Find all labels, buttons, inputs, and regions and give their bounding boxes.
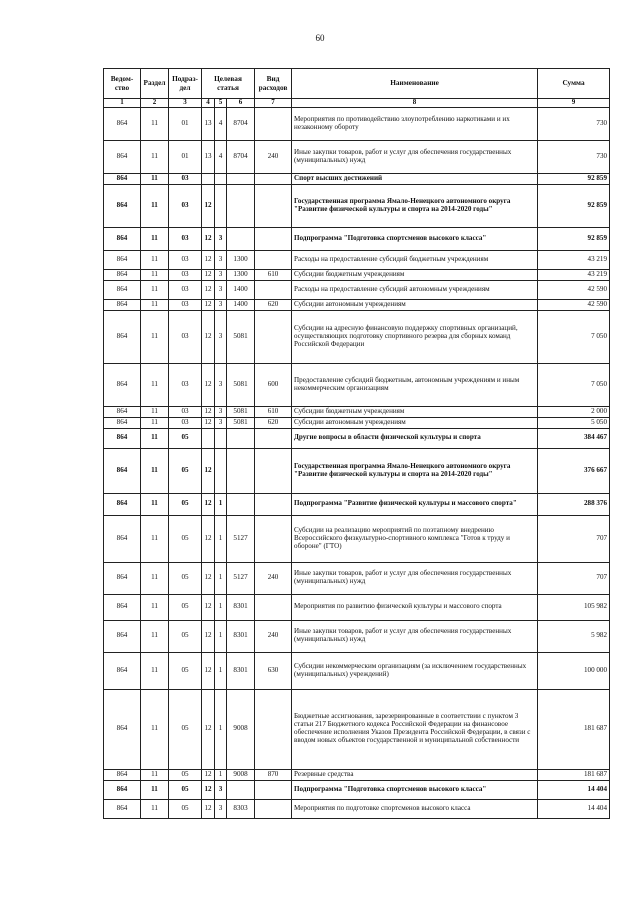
table-row [104,310,610,363]
cell-name: Спорт высших достижений [292,174,538,185]
column-number: 8 [292,99,538,108]
table-row [104,769,610,780]
table-row [104,448,610,493]
table-row [104,299,610,310]
cell-subsection: 05 [169,515,202,562]
cell-expense-type [255,689,292,769]
cell-sum: 105 982 [538,594,610,620]
cell-sum: 7 050 [538,363,610,406]
cell-subprogram: 4 [215,108,227,141]
budget-table [103,68,610,819]
cell-article: 1300 [227,250,255,269]
cell-department: 864 [104,141,141,174]
cell-subprogram [215,428,227,448]
cell-expense-type [255,184,292,227]
header-subsection: Подраз-дел [169,69,202,99]
cell-name: Мероприятия по развитию физической культуры и массового спорта [292,594,538,620]
cell-sum: 384 467 [538,428,610,448]
header-section: Раздел [141,69,169,99]
cell-article: 5081 [227,406,255,417]
cell-subsection: 05 [169,428,202,448]
cell-article: 9008 [227,689,255,769]
cell-name: Другие вопросы в области физической культуры и спорта [292,428,538,448]
cell-article: 1300 [227,269,255,280]
cell-subprogram: 3 [215,299,227,310]
cell-expense-type: 870 [255,769,292,780]
cell-department: 864 [104,769,141,780]
cell-name: Субсидии на реализацию мероприятий по поэтапному внедрению Всероссийского физкультурно-спортивного комплекса "Готов к труду и обороне" (ГТО) [292,515,538,562]
cell-expense-type: 610 [255,406,292,417]
cell-name: Субсидии автономным учреждениям [292,417,538,428]
cell-section: 11 [141,562,169,594]
cell-name: Подпрограмма "Развитие физической культуры и массового спорта" [292,493,538,515]
cell-article [227,184,255,227]
cell-subsection: 05 [169,689,202,769]
cell-name: Мероприятия по противодействию злоупотреблению наркотиками и их незаконному обороту [292,108,538,141]
cell-expense-type: 620 [255,299,292,310]
cell-section: 11 [141,448,169,493]
cell-sum: 5 050 [538,417,610,428]
cell-program: 12 [202,250,215,269]
cell-subprogram: 1 [215,493,227,515]
cell-expense-type: 630 [255,652,292,689]
cell-sum: 376 667 [538,448,610,493]
cell-section: 11 [141,515,169,562]
header-sum: Сумма [538,69,610,99]
cell-program: 12 [202,780,215,799]
cell-section: 11 [141,620,169,652]
cell-name: Государственная программа Ямало-Ненецкого автономного округа "Развитие физической культуры и спорта на 2014-2020 годы" [292,184,538,227]
table-row [104,417,610,428]
cell-subsection: 05 [169,769,202,780]
cell-section: 11 [141,174,169,185]
cell-subprogram: 3 [215,406,227,417]
cell-subprogram: 1 [215,620,227,652]
column-number: 7 [255,99,292,108]
cell-department: 864 [104,108,141,141]
cell-subprogram: 1 [215,515,227,562]
cell-expense-type: 240 [255,562,292,594]
column-number: 3 [169,99,202,108]
cell-section: 11 [141,108,169,141]
cell-subprogram: 4 [215,141,227,174]
cell-department: 864 [104,184,141,227]
cell-section: 11 [141,184,169,227]
cell-department: 864 [104,406,141,417]
cell-subsection: 03 [169,269,202,280]
cell-department: 864 [104,689,141,769]
cell-expense-type [255,227,292,250]
cell-department: 864 [104,227,141,250]
cell-name: Бюджетные ассигнования, зарезервированные в соответствии с пунктом 3 статьи 217 Бюджетного кодекса Российской Федерации на финансовое обеспечение исполнения Указов Президента Российской Федерации, в связи с вводом новых объектов государственной и муниципальной собственности [292,689,538,769]
cell-article: 5081 [227,310,255,363]
cell-department: 864 [104,652,141,689]
cell-expense-type [255,174,292,185]
cell-subprogram: 1 [215,652,227,689]
table-row [104,493,610,515]
table-row [104,108,610,141]
header-department: Ведом-ство [104,69,141,99]
header-name: Наименование [292,69,538,99]
cell-subsection: 05 [169,493,202,515]
cell-subsection: 03 [169,363,202,406]
cell-section: 11 [141,493,169,515]
cell-program: 12 [202,310,215,363]
cell-program: 12 [202,652,215,689]
table-row [104,250,610,269]
cell-department: 864 [104,594,141,620]
cell-article: 9008 [227,769,255,780]
cell-program: 13 [202,108,215,141]
cell-subsection: 05 [169,594,202,620]
cell-sum: 14 404 [538,780,610,799]
cell-program: 12 [202,269,215,280]
table-row [104,141,610,174]
table-row [104,269,610,280]
cell-subprogram: 3 [215,780,227,799]
cell-expense-type: 600 [255,363,292,406]
cell-section: 11 [141,299,169,310]
cell-section: 11 [141,594,169,620]
cell-program: 12 [202,594,215,620]
cell-sum: 100 000 [538,652,610,689]
cell-sum: 7 050 [538,310,610,363]
cell-program: 13 [202,141,215,174]
cell-article: 8301 [227,594,255,620]
header-expense-type: Вид расходов [255,69,292,99]
cell-section: 11 [141,769,169,780]
cell-subprogram [215,174,227,185]
cell-subprogram: 3 [215,310,227,363]
cell-article [227,227,255,250]
cell-sum: 707 [538,515,610,562]
cell-section: 11 [141,227,169,250]
table-body [104,108,610,819]
cell-section: 11 [141,406,169,417]
cell-name: Субсидии некоммерческим организациям (за исключением государственных (муниципальных) учреждений) [292,652,538,689]
cell-name: Подпрограмма "Подготовка спортсменов высокого класса" [292,227,538,250]
table-row [104,594,610,620]
cell-sum: 42 590 [538,280,610,299]
cell-program: 12 [202,406,215,417]
cell-sum: 5 982 [538,620,610,652]
cell-article: 1400 [227,299,255,310]
cell-article: 8303 [227,799,255,818]
cell-department: 864 [104,363,141,406]
cell-article [227,493,255,515]
cell-expense-type [255,428,292,448]
cell-department: 864 [104,250,141,269]
cell-name: Расходы на предоставление субсидий бюджетным учреждениям [292,250,538,269]
cell-subsection: 05 [169,652,202,689]
cell-sum: 2 000 [538,406,610,417]
cell-subprogram: 3 [215,799,227,818]
cell-sum: 43 219 [538,250,610,269]
cell-expense-type [255,108,292,141]
cell-subprogram: 3 [215,269,227,280]
cell-name: Субсидии бюджетным учреждениям [292,269,538,280]
cell-article: 8301 [227,620,255,652]
cell-subsection: 05 [169,799,202,818]
cell-article: 1400 [227,280,255,299]
cell-section: 11 [141,269,169,280]
column-number: 4 [202,99,215,108]
cell-department: 864 [104,428,141,448]
cell-expense-type: 240 [255,620,292,652]
cell-section: 11 [141,417,169,428]
cell-program: 12 [202,299,215,310]
cell-name: Резервные средства [292,769,538,780]
cell-department: 864 [104,562,141,594]
cell-subsection: 03 [169,299,202,310]
cell-department: 864 [104,310,141,363]
cell-subprogram: 3 [215,417,227,428]
cell-name: Субсидии автономным учреждениям [292,299,538,310]
cell-article: 8301 [227,652,255,689]
cell-department: 864 [104,780,141,799]
cell-department: 864 [104,620,141,652]
table-row [104,620,610,652]
cell-sum: 181 687 [538,689,610,769]
header-target-article: Целевая статья [202,69,255,99]
cell-sum: 14 404 [538,799,610,818]
cell-sum: 730 [538,108,610,141]
cell-subsection: 03 [169,417,202,428]
cell-subprogram: 3 [215,363,227,406]
page-number: 60 [315,33,325,43]
cell-sum: 707 [538,562,610,594]
cell-department: 864 [104,493,141,515]
table-row [104,363,610,406]
column-number: 1 [104,99,141,108]
cell-section: 11 [141,689,169,769]
cell-expense-type: 620 [255,417,292,428]
cell-subprogram: 1 [215,689,227,769]
cell-name: Иные закупки товаров, работ и услуг для обеспечения государственных (муниципальных) нужд [292,141,538,174]
cell-subprogram: 1 [215,562,227,594]
cell-department: 864 [104,417,141,428]
cell-program: 12 [202,769,215,780]
cell-subprogram: 1 [215,594,227,620]
cell-article: 5127 [227,515,255,562]
cell-sum: 92 859 [538,184,610,227]
table-row [104,780,610,799]
cell-sum: 288 376 [538,493,610,515]
cell-sum: 42 590 [538,299,610,310]
cell-subsection: 03 [169,184,202,227]
cell-section: 11 [141,310,169,363]
cell-expense-type: 240 [255,141,292,174]
cell-article [227,174,255,185]
cell-program [202,174,215,185]
cell-name: Предоставление субсидий бюджетным, автономным учреждениям и иным некоммерческим организациям [292,363,538,406]
cell-subsection: 03 [169,310,202,363]
header-row [104,69,610,99]
table-row [104,428,610,448]
cell-subprogram [215,448,227,493]
cell-article: 5081 [227,417,255,428]
cell-expense-type [255,780,292,799]
cell-section: 11 [141,141,169,174]
table-row [104,799,610,818]
cell-department: 864 [104,280,141,299]
cell-section: 11 [141,780,169,799]
cell-sum: 92 859 [538,227,610,250]
cell-subsection: 03 [169,280,202,299]
cell-department: 864 [104,799,141,818]
cell-section: 11 [141,250,169,269]
cell-name: Субсидии на адресную финансовую поддержку спортивных организаций, осуществляющих подготовку спортивного резерва для сборных команд Российской Федерации [292,310,538,363]
cell-subprogram: 3 [215,250,227,269]
cell-article [227,428,255,448]
cell-subsection: 05 [169,562,202,594]
table-row [104,280,610,299]
cell-section: 11 [141,280,169,299]
column-number: 5 [215,99,227,108]
cell-subsection: 03 [169,250,202,269]
cell-name: Государственная программа Ямало-Ненецкого автономного округа "Развитие физической культуры и спорта на 2014-2020 годы" [292,448,538,493]
cell-subsection: 05 [169,448,202,493]
table-row [104,184,610,227]
cell-section: 11 [141,799,169,818]
cell-program [202,428,215,448]
cell-program: 12 [202,417,215,428]
cell-subprogram: 1 [215,769,227,780]
cell-program: 12 [202,184,215,227]
table-row [104,406,610,417]
cell-name: Мероприятия по подготовке спортсменов высокого класса [292,799,538,818]
column-number: 9 [538,99,610,108]
cell-subsection: 03 [169,174,202,185]
cell-subsection: 03 [169,227,202,250]
cell-expense-type [255,799,292,818]
table-row [104,174,610,185]
cell-program: 12 [202,227,215,250]
cell-expense-type [255,310,292,363]
cell-subprogram [215,184,227,227]
cell-department: 864 [104,174,141,185]
cell-article: 5127 [227,562,255,594]
cell-subsection: 01 [169,141,202,174]
cell-name: Подпрограмма "Подготовка спортсменов высокого класса" [292,780,538,799]
cell-department: 864 [104,299,141,310]
column-number: 6 [227,99,255,108]
cell-expense-type [255,493,292,515]
cell-name: Расходы на предоставление субсидий автономным учреждениям [292,280,538,299]
column-number-row [104,99,610,108]
table-row [104,515,610,562]
cell-sum: 181 687 [538,769,610,780]
cell-expense-type [255,280,292,299]
cell-department: 864 [104,515,141,562]
cell-section: 11 [141,363,169,406]
cell-section: 11 [141,428,169,448]
cell-sum: 730 [538,141,610,174]
cell-program: 12 [202,515,215,562]
table-row [104,689,610,769]
cell-program: 12 [202,689,215,769]
cell-subsection: 05 [169,620,202,652]
cell-program: 12 [202,363,215,406]
cell-expense-type: 610 [255,269,292,280]
cell-sum: 92 859 [538,174,610,185]
cell-expense-type [255,250,292,269]
table-row [104,652,610,689]
cell-article: 5081 [227,363,255,406]
cell-article [227,448,255,493]
cell-name: Иные закупки товаров, работ и услуг для обеспечения государственных (муниципальных) нужд [292,620,538,652]
column-number: 2 [141,99,169,108]
cell-expense-type [255,448,292,493]
cell-article [227,780,255,799]
cell-subsection: 05 [169,780,202,799]
table-row [104,562,610,594]
cell-program: 12 [202,799,215,818]
cell-name: Субсидии бюджетным учреждениям [292,406,538,417]
cell-program: 12 [202,448,215,493]
table-row [104,227,610,250]
cell-program: 12 [202,562,215,594]
cell-expense-type [255,594,292,620]
cell-program: 12 [202,493,215,515]
cell-subsection: 01 [169,108,202,141]
cell-program: 12 [202,280,215,299]
cell-sum: 43 219 [538,269,610,280]
cell-article: 8704 [227,108,255,141]
cell-section: 11 [141,652,169,689]
cell-name: Иные закупки товаров, работ и услуг для обеспечения государственных (муниципальных) нужд [292,562,538,594]
cell-article: 8704 [227,141,255,174]
cell-subprogram: 3 [215,227,227,250]
cell-expense-type [255,515,292,562]
cell-department: 864 [104,269,141,280]
cell-subprogram: 3 [215,280,227,299]
cell-subsection: 03 [169,406,202,417]
cell-program: 12 [202,620,215,652]
cell-department: 864 [104,448,141,493]
